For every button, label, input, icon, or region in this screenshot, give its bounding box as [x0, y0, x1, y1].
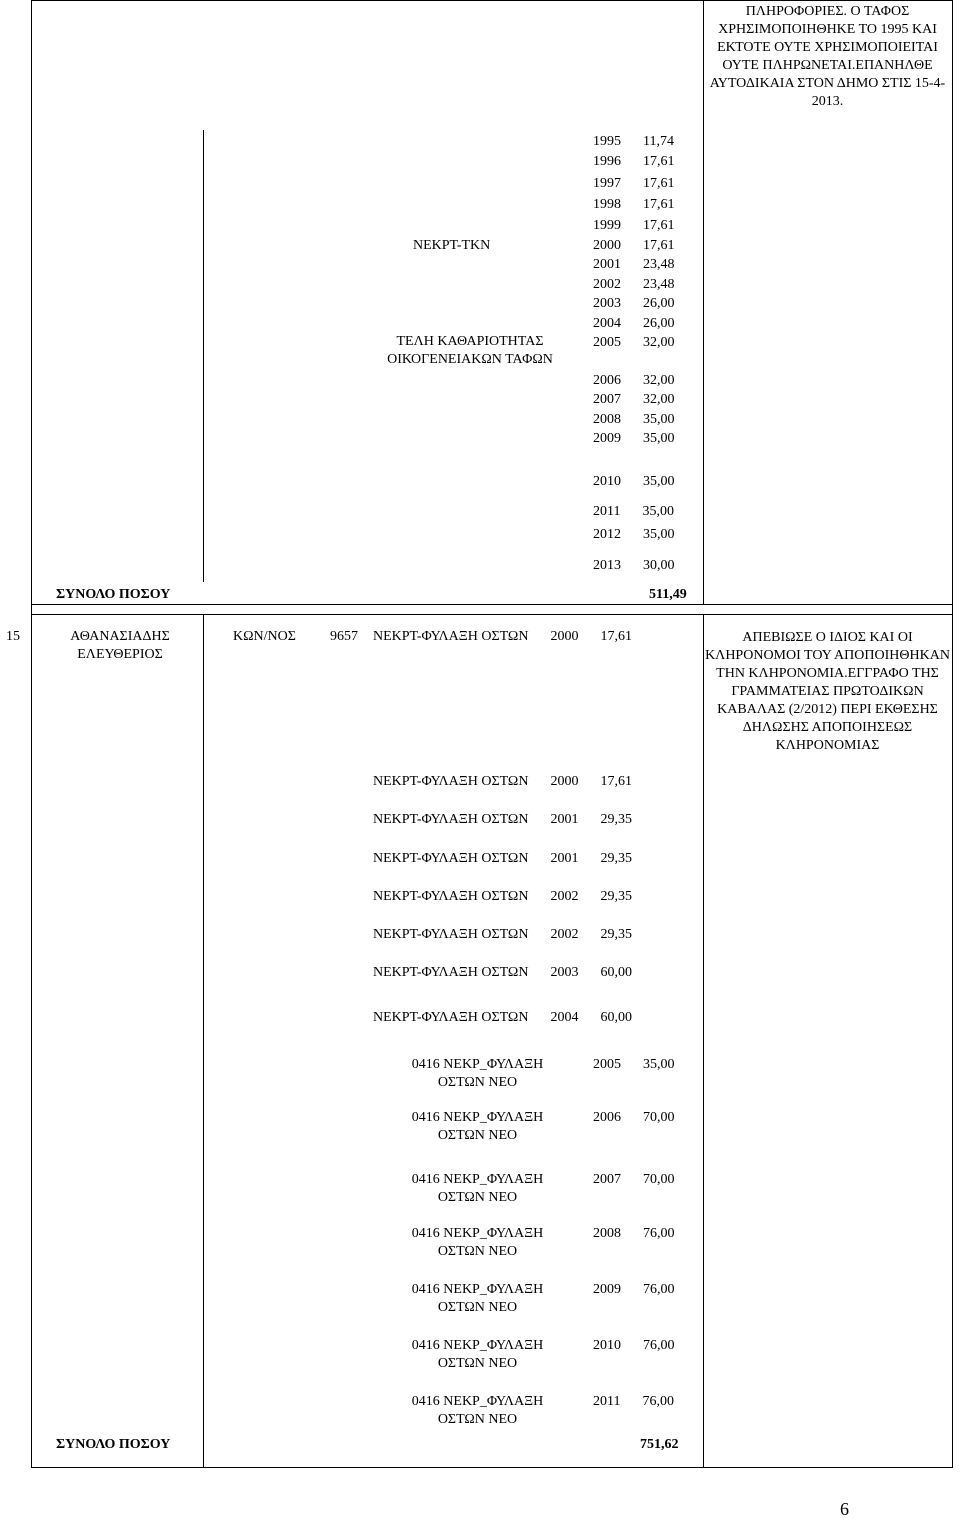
- section2-total-label: ΣΥΝΟΛΟ ΠΟΣΟΥ: [56, 1437, 171, 1452]
- list-item: 2008 35,00: [593, 412, 675, 427]
- location: ΚΩΝ/ΝΟΣ: [233, 629, 296, 644]
- list-item: 2011 35,00: [593, 504, 674, 519]
- list-item: 1998 17,61: [593, 197, 675, 212]
- list-item: 2001 23,48: [593, 257, 675, 272]
- list-item: 1996 17,61: [593, 154, 675, 169]
- section2-total-value: 751,62: [640, 1437, 679, 1452]
- table-border-right: [952, 0, 953, 1468]
- list-item: 2000 17,61: [593, 238, 675, 253]
- column-divider-name: [203, 130, 204, 582]
- section-divider: [31, 614, 953, 615]
- section1-total-value: 511,49: [649, 587, 687, 602]
- list-item: ΝΕΚΡΤ-ΦΥΛΑΞΗ ΟΣΤΩΝ 2004 60,00: [373, 1010, 632, 1025]
- list-item: ΝΕΚΡΤ-ΦΥΛΑΞΗ ΟΣΤΩΝ 2003 60,00: [373, 965, 632, 980]
- person-name-line1: ΑΘΑΝΑΣΙΑΔΗΣ: [70, 629, 170, 644]
- row-number: 15: [6, 629, 20, 644]
- list-item: 2010 35,00: [593, 474, 675, 489]
- list-item: 2013 30,00: [593, 558, 675, 573]
- fee-label-line2: ΟΙΚΟΓΕΝΕΙΑΚΩΝ ΤΑΦΩΝ: [387, 352, 553, 367]
- list-item: 2012 35,00: [593, 527, 675, 542]
- list-item: 2003 26,00: [593, 296, 675, 311]
- list-item: ΝΕΚΡΤ-ΦΥΛΑΞΗ ΟΣΤΩΝ 2001 29,35: [373, 812, 632, 827]
- person-name: [40, 628, 200, 664]
- list-item: 2007 32,00: [593, 392, 675, 407]
- list-item: 2002 23,48: [593, 277, 675, 292]
- list-item: ΝΕΚΡΤ-ΦΥΛΑΞΗ ΟΣΤΩΝ 2001 29,35: [373, 851, 632, 866]
- list-item: ΝΕΚΡΤ-ΦΥΛΑΞΗ ΟΣΤΩΝ 2000 17,61: [373, 629, 632, 644]
- column-divider-amount: [703, 0, 704, 604]
- list-item: 2004 26,00: [593, 316, 675, 331]
- table-border-bottom: [31, 1467, 953, 1468]
- list-item: ΝΕΚΡΤ-ΦΥΛΑΞΗ ΟΣΤΩΝ 2000 17,61: [373, 774, 632, 789]
- list-item: 1999 17,61: [593, 218, 675, 233]
- fee-label-line1: ΤΕΛΗ ΚΑΘΑΡΙΟΤΗΤΑΣ: [396, 334, 544, 349]
- list-item: 1997 17,61: [593, 176, 675, 191]
- section1-code-label: ΝΕΚΡΤ-ΤΚΝ: [413, 238, 491, 253]
- list-item: 2005 32,00: [593, 335, 675, 350]
- table-border-left: [31, 0, 32, 1468]
- section1-fee-label: [370, 333, 570, 369]
- table-border-top: [31, 0, 953, 1]
- section1-total-label: ΣΥΝΟΛΟ ΠΟΣΟΥ: [56, 587, 171, 602]
- list-item: 1995 11,74: [593, 134, 674, 149]
- list-item: ΝΕΚΡΤ-ΦΥΛΑΞΗ ΟΣΤΩΝ 2002 29,35: [373, 927, 632, 942]
- list-item: ΝΕΚΡΤ-ΦΥΛΑΞΗ ΟΣΤΩΝ 2002 29,35: [373, 889, 632, 904]
- list-item: 2009 35,00: [593, 431, 675, 446]
- list-item: 2006 32,00: [593, 373, 675, 388]
- person-name-line2: ΕΛΕΥΘΕΡΙΟΣ: [77, 647, 163, 662]
- section-divider: [31, 604, 953, 605]
- record-code: 9657: [330, 629, 358, 644]
- section2-note: ΑΠΕΒΙΩΣΕ Ο ΙΔΙΟΣ ΚΑΙ ΟΙ ΚΛΗΡΟΝΟΜΟΙ ΤΟΥ ΑΠΟΠΟΙΗΘΗΚΑΝ ΤΗΝ ΚΛΗΡΟΝΟΜΙΑ.ΕΓΓΡΑΦΟ ΤΗΣ ΓΡΑΜΜΑΤΕΙΑΣ ΠΡΩΤΟΔΙΚΩΝ ΚΑΒΑΛΑΣ (2/2012) ΠΕΡΙ ΕΚΘΕΣΗΣ ΔΗΛΩΣΗΣ ΑΠΟΠΟΙΗΣΕΩΣ ΚΛΗΡΟΝΟΜΙΑΣ: [705, 630, 950, 753]
- column-divider-amount: [703, 614, 704, 1467]
- top-note: ΠΛΗΡΟΦΟΡΙΕΣ. Ο ΤΑΦΟΣ ΧΡΗΣΙΜΟΠΟΙΗΘΗΚΕ ΤΟ 1995 ΚΑΙ ΕΚΤΟΤΕ ΟΥΤΕ ΧΡΗΣΙΜΟΠΟΙΕΙΤΑΙ ΟΥΤΕ ΠΛΗΡΩΝΕΤΑΙ.ΕΠΑΝΗΛΘΕ ΑΥΤΟΔΙΚΑΙΑ ΣΤΟΝ ΔΗΜΟ ΣΤΙΣ 15-4-2013.: [709, 4, 946, 109]
- page-number: 6: [840, 1499, 849, 1519]
- column-divider-name: [203, 614, 204, 1467]
